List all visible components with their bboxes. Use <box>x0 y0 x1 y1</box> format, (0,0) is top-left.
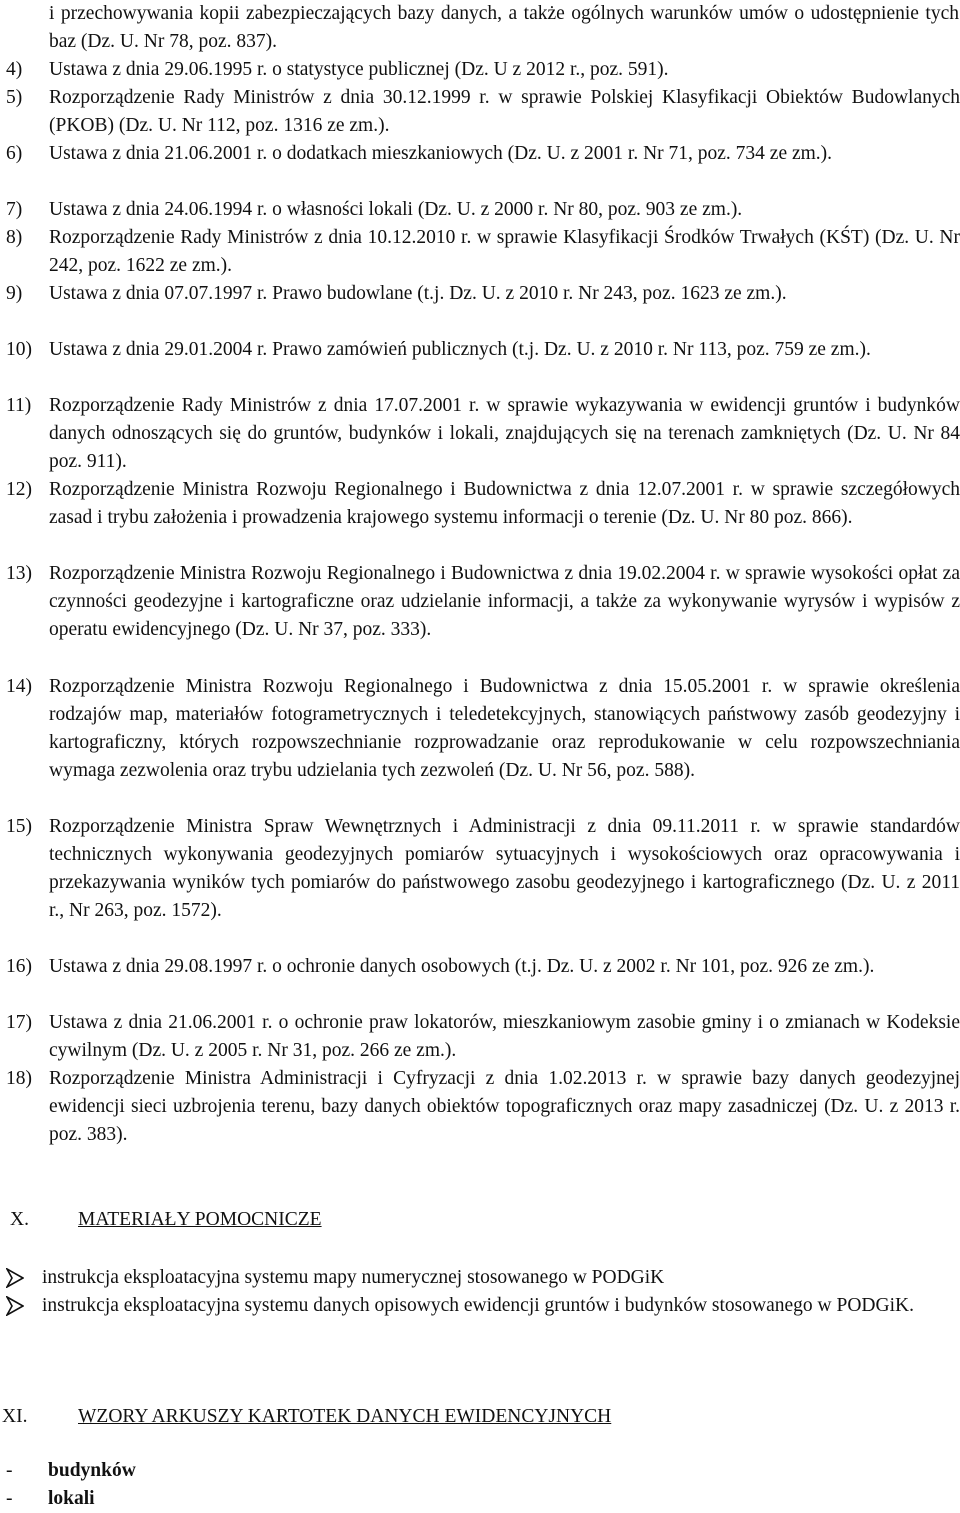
item-text: Ustawa z dnia 24.06.1994 r. o własności lokali (Dz. U. z 2000 r. Nr 80, poz. 903 ze zm.). <box>49 199 743 220</box>
item-text: Ustawa z dnia 29.01.2004 r. Prawo zamówień publicznych (t.j. Dz. U. z 2010 r. Nr 113, poz. 759 ze zm.). <box>49 339 871 360</box>
section-title: MATERIAŁY POMOCNICZE <box>78 1209 322 1230</box>
item-text: Rozporządzenie Rady Ministrów z dnia 17.07.2001 r. w sprawie wykazywania w ewidencji gruntów i budynków danych odnoszących się do gruntów, budynków i lokali, znajdujących się na terenach zamkniętych (Dz. U. Nr 84 poz. 911). <box>49 395 960 472</box>
item-number: 10) <box>6 339 32 360</box>
item-number: 13) <box>6 563 32 584</box>
item-number: 12) <box>6 479 32 500</box>
dash-item-text: lokali <box>48 1488 95 1509</box>
dash-item-text: budynków <box>48 1460 136 1481</box>
section-number: XI. <box>2 1406 28 1427</box>
item-number: 8) <box>6 227 23 248</box>
item-text: Ustawa z dnia 21.06.2001 r. o ochronie praw lokatorów, mieszkaniowym zasobie gminy i o zmianach w Kodeksie cywilnym (Dz. U. z 2005 r. Nr 31, poz. 266 ze zm.). <box>49 1012 960 1061</box>
arrow-bullet-icon <box>6 1296 24 1316</box>
bullet-text: instrukcja eksploatacyjna systemu danych opisowych ewidencji gruntów i budynków stosowanego w PODGiK. <box>42 1295 914 1316</box>
section-number: X. <box>10 1209 29 1230</box>
item-text: Rozporządzenie Ministra Administracji i Cyfryzacji z dnia 1.02.2013 r. w sprawie bazy danych geodezyjnej ewidencji sieci uzbrojenia terenu, bazy danych obiektów topograficznych oraz mapy zasadniczej (Dz. U. z 2013 r. poz. 383). <box>49 1068 960 1145</box>
item-number: 9) <box>6 283 23 304</box>
item-text: Ustawa z dnia 07.07.1997 r. Prawo budowlane (t.j. Dz. U. z 2010 r. Nr 243, poz. 1623 ze zm.). <box>49 283 787 304</box>
item-number: 17) <box>6 1012 32 1033</box>
item-number: 14) <box>6 676 32 697</box>
item-text: Ustawa z dnia 29.06.1995 r. o statystyce publicznej (Dz. U z 2012 r., poz. 591). <box>49 59 669 80</box>
item-text: Rozporządzenie Ministra Spraw Wewnętrznych i Administracji z dnia 09.11.2011 r. w sprawie standardów technicznych wykonywania geodezyjnych pomiarów sytuacyjnych i wysokościowych oraz opracowywania i przekazywania wyników tych pomiarów do państwowego zasobu geodezyjnego i kartograficznego (Dz. U. z 2011 r., Nr 263, poz. 1572). <box>49 816 960 921</box>
continuation-paragraph: i przechowywania kopii zabezpieczających bazy danych, a także ogólnych warunków umów o udostępnienie tych baz (Dz. U. Nr 78, poz. 837). <box>49 3 959 52</box>
item-text: Rozporządzenie Ministra Rozwoju Regionalnego i Budownictwa z dnia 12.07.2001 r. w sprawie szczegółowych zasad i trybu założenia i prowadzenia krajowego systemu informacji o terenie (Dz. U. Nr 80 poz. 866). <box>49 479 960 528</box>
item-number: 7) <box>6 199 23 220</box>
item-text: Rozporządzenie Ministra Rozwoju Regionalnego i Budownictwa z dnia 19.02.2004 r. w sprawie wysokości opłat za czynności geodezyjne i kartograficzne oraz udzielanie informacji, a także za wykonywanie wyrysów i wypisów z operatu ewidencyjnego (Dz. U. Nr 37, poz. 333). <box>49 563 960 640</box>
item-text: Rozporządzenie Rady Ministrów z dnia 30.12.1999 r. w sprawie Polskiej Klasyfikacji Obiektów Budowlanych (PKOB) (Dz. U. Nr 112, poz. 1316 ze zm.). <box>49 87 960 136</box>
item-number: 6) <box>6 143 23 164</box>
dash-marker: - <box>6 1460 13 1481</box>
item-text: Ustawa z dnia 21.06.2001 r. o dodatkach mieszkaniowych (Dz. U. z 2001 r. Nr 71, poz. 734 ze zm.). <box>49 143 833 164</box>
item-number: 5) <box>6 87 23 108</box>
item-text: Rozporządzenie Rady Ministrów z dnia 10.12.2010 r. w sprawie Klasyfikacji Środków Trwałych (KŚT) (Dz. U. Nr 242, poz. 1622 ze zm.). <box>49 227 960 276</box>
dash-marker: - <box>6 1488 13 1509</box>
item-number: 15) <box>6 816 32 837</box>
bullet-text: instrukcja eksploatacyjna systemu mapy numerycznej stosowanego w PODGiK <box>42 1267 665 1288</box>
item-number: 18) <box>6 1068 32 1089</box>
item-text: Ustawa z dnia 29.08.1997 r. o ochronie danych osobowych (t.j. Dz. U. z 2002 r. Nr 101, poz. 926 ze zm.). <box>49 956 875 977</box>
section-title: WZORY ARKUSZY KARTOTEK DANYCH EWIDENCYJNYCH <box>78 1406 612 1427</box>
item-number: 4) <box>6 59 23 80</box>
item-text: Rozporządzenie Ministra Rozwoju Regionalnego i Budownictwa z dnia 15.05.2001 r. w sprawie określenia rodzajów map, materiałów fotogrametrycznych i teledetekcyjnych, stanowiących państwowy zasób geodezyjny i kartograficzny, których rozpowszechnianie rozprowadzanie oraz reprodukowanie w celu rozpowszechniania wymaga zezwolenia oraz trybu udzielania tych zezwoleń (Dz. U. Nr 56, poz. 588). <box>49 676 960 781</box>
arrow-bullet-icon <box>6 1268 24 1288</box>
item-number: 11) <box>6 395 32 416</box>
item-number: 16) <box>6 956 32 977</box>
